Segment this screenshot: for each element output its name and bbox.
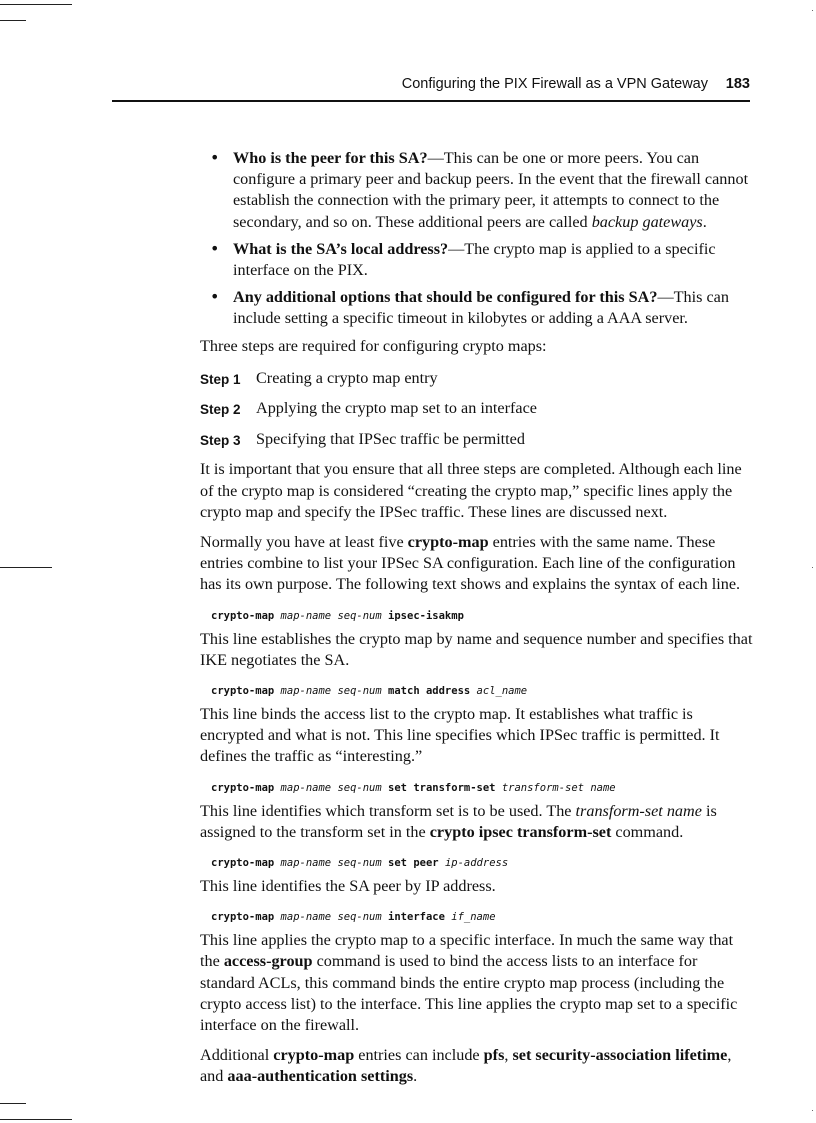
running-title: Configuring the PIX Firewall as a VPN Gateway — [401, 76, 708, 92]
crop-mark — [812, 10, 813, 11]
crop-mark — [0, 1103, 26, 1104]
paragraph: This line binds the access list to the crypto map. It establishes what traffic is encrypted and what is not. This line specifies which IPSec traffic is permitted. It defines the traffic as “interesting.” — [200, 704, 720, 766]
code-line: crypto-map map-name seq-num match address acl_name — [211, 684, 528, 697]
paragraph: This line applies the crypto map to a specific interface. In much the same way that the access-group command is used to bind the access lists to an interface for standard ACLs, this command binds the entire crypto map process (including the crypto access list) to the interface. This line applies the crypto map set to a specific interface on the firewall. — [200, 931, 738, 1034]
bullet-list — [200, 148, 753, 330]
step-list — [200, 368, 753, 450]
crop-mark — [0, 567, 52, 568]
header-rule — [112, 100, 750, 102]
code-line: crypto-map map-name seq-num ipsec-isakmp — [211, 609, 464, 622]
emphasis: backup gateways — [591, 212, 703, 231]
paragraph: It is important that you ensure that all three steps are completed. Although each line of the crypto map is considered “creating the crypto map,” specific lines apply the crypto map and specify the IPSec traffic. These lines are discussed next. — [200, 460, 742, 521]
bullet-item: • Who is the peer for this SA?—This can be one or more peers. You can configure a primary peer and backup peers. In the event that the firewall cannot establish the connection with the primary peer, it attempts to connect to the secondary, and so on. These additional peers are called backup gateways. — [210, 148, 749, 231]
step-label: Step 3 — [200, 432, 241, 448]
paragraph: Additional crypto-map entries can include pfs, set security-association lifetime, and aaa-authentication settings. — [200, 1046, 732, 1086]
bullet-icon: • — [210, 287, 220, 307]
step-text: Applying the crypto map set to an interface — [256, 399, 537, 418]
step-label: Step 1 — [200, 371, 241, 387]
bullet-item: • What is the SA’s local address?—The crypto map is applied to a specific interface on the PIX. — [210, 238, 716, 280]
code-line: crypto-map map-name seq-num set transform-set transform-set name — [211, 781, 616, 794]
step-item — [200, 398, 753, 419]
step-item — [200, 368, 753, 389]
body-content — [200, 148, 753, 1088]
paragraph: Normally you have at least five crypto-map entries with the same name. These entries combine to list your IPSec SA configuration. Each line of the configuration has its own purpose. The following text shows and explains the syntax of each line. — [200, 532, 741, 594]
page-number: 183 — [725, 76, 750, 92]
running-header — [112, 76, 750, 100]
crop-mark — [0, 1119, 72, 1120]
crop-mark — [812, 1110, 813, 1111]
bullet-heading: Who is the peer for this SA? — [233, 149, 428, 167]
bullet-heading: What is the SA’s local address? — [233, 239, 449, 258]
steps-intro: Three steps are required for configuring crypto maps: — [200, 336, 547, 355]
bullet-item: • Any additional options that should be configured for this SA?—This can include setting a specific timeout in kilobytes or adding a AAA server. — [210, 287, 729, 328]
crop-mark — [0, 4, 72, 5]
code-line: crypto-map map-name seq-num interface if_name — [211, 911, 496, 924]
crop-mark — [0, 20, 26, 21]
paragraph: This line identifies which transform set is to be used. The transform-set name is assigned to the transform set in the crypto ipsec transform-set command. — [200, 801, 717, 841]
step-label: Step 2 — [200, 402, 241, 418]
bullet-heading: Any additional options that should be configured for this SA? — [233, 288, 658, 307]
code-line: crypto-map map-name seq-num set peer ip-address — [211, 856, 509, 869]
step-text: Creating a crypto map entry — [256, 368, 438, 387]
step-item — [200, 429, 753, 450]
paragraph: This line identifies the SA peer by IP address. — [200, 876, 496, 895]
crop-mark — [812, 567, 813, 568]
step-text: Specifying that IPSec traffic be permitted — [256, 429, 525, 448]
bullet-icon: • — [210, 238, 220, 258]
bullet-icon: • — [210, 148, 220, 167]
paragraph: This line establishes the crypto map by name and sequence number and specifies that IKE negotiates the SA. — [200, 629, 753, 669]
